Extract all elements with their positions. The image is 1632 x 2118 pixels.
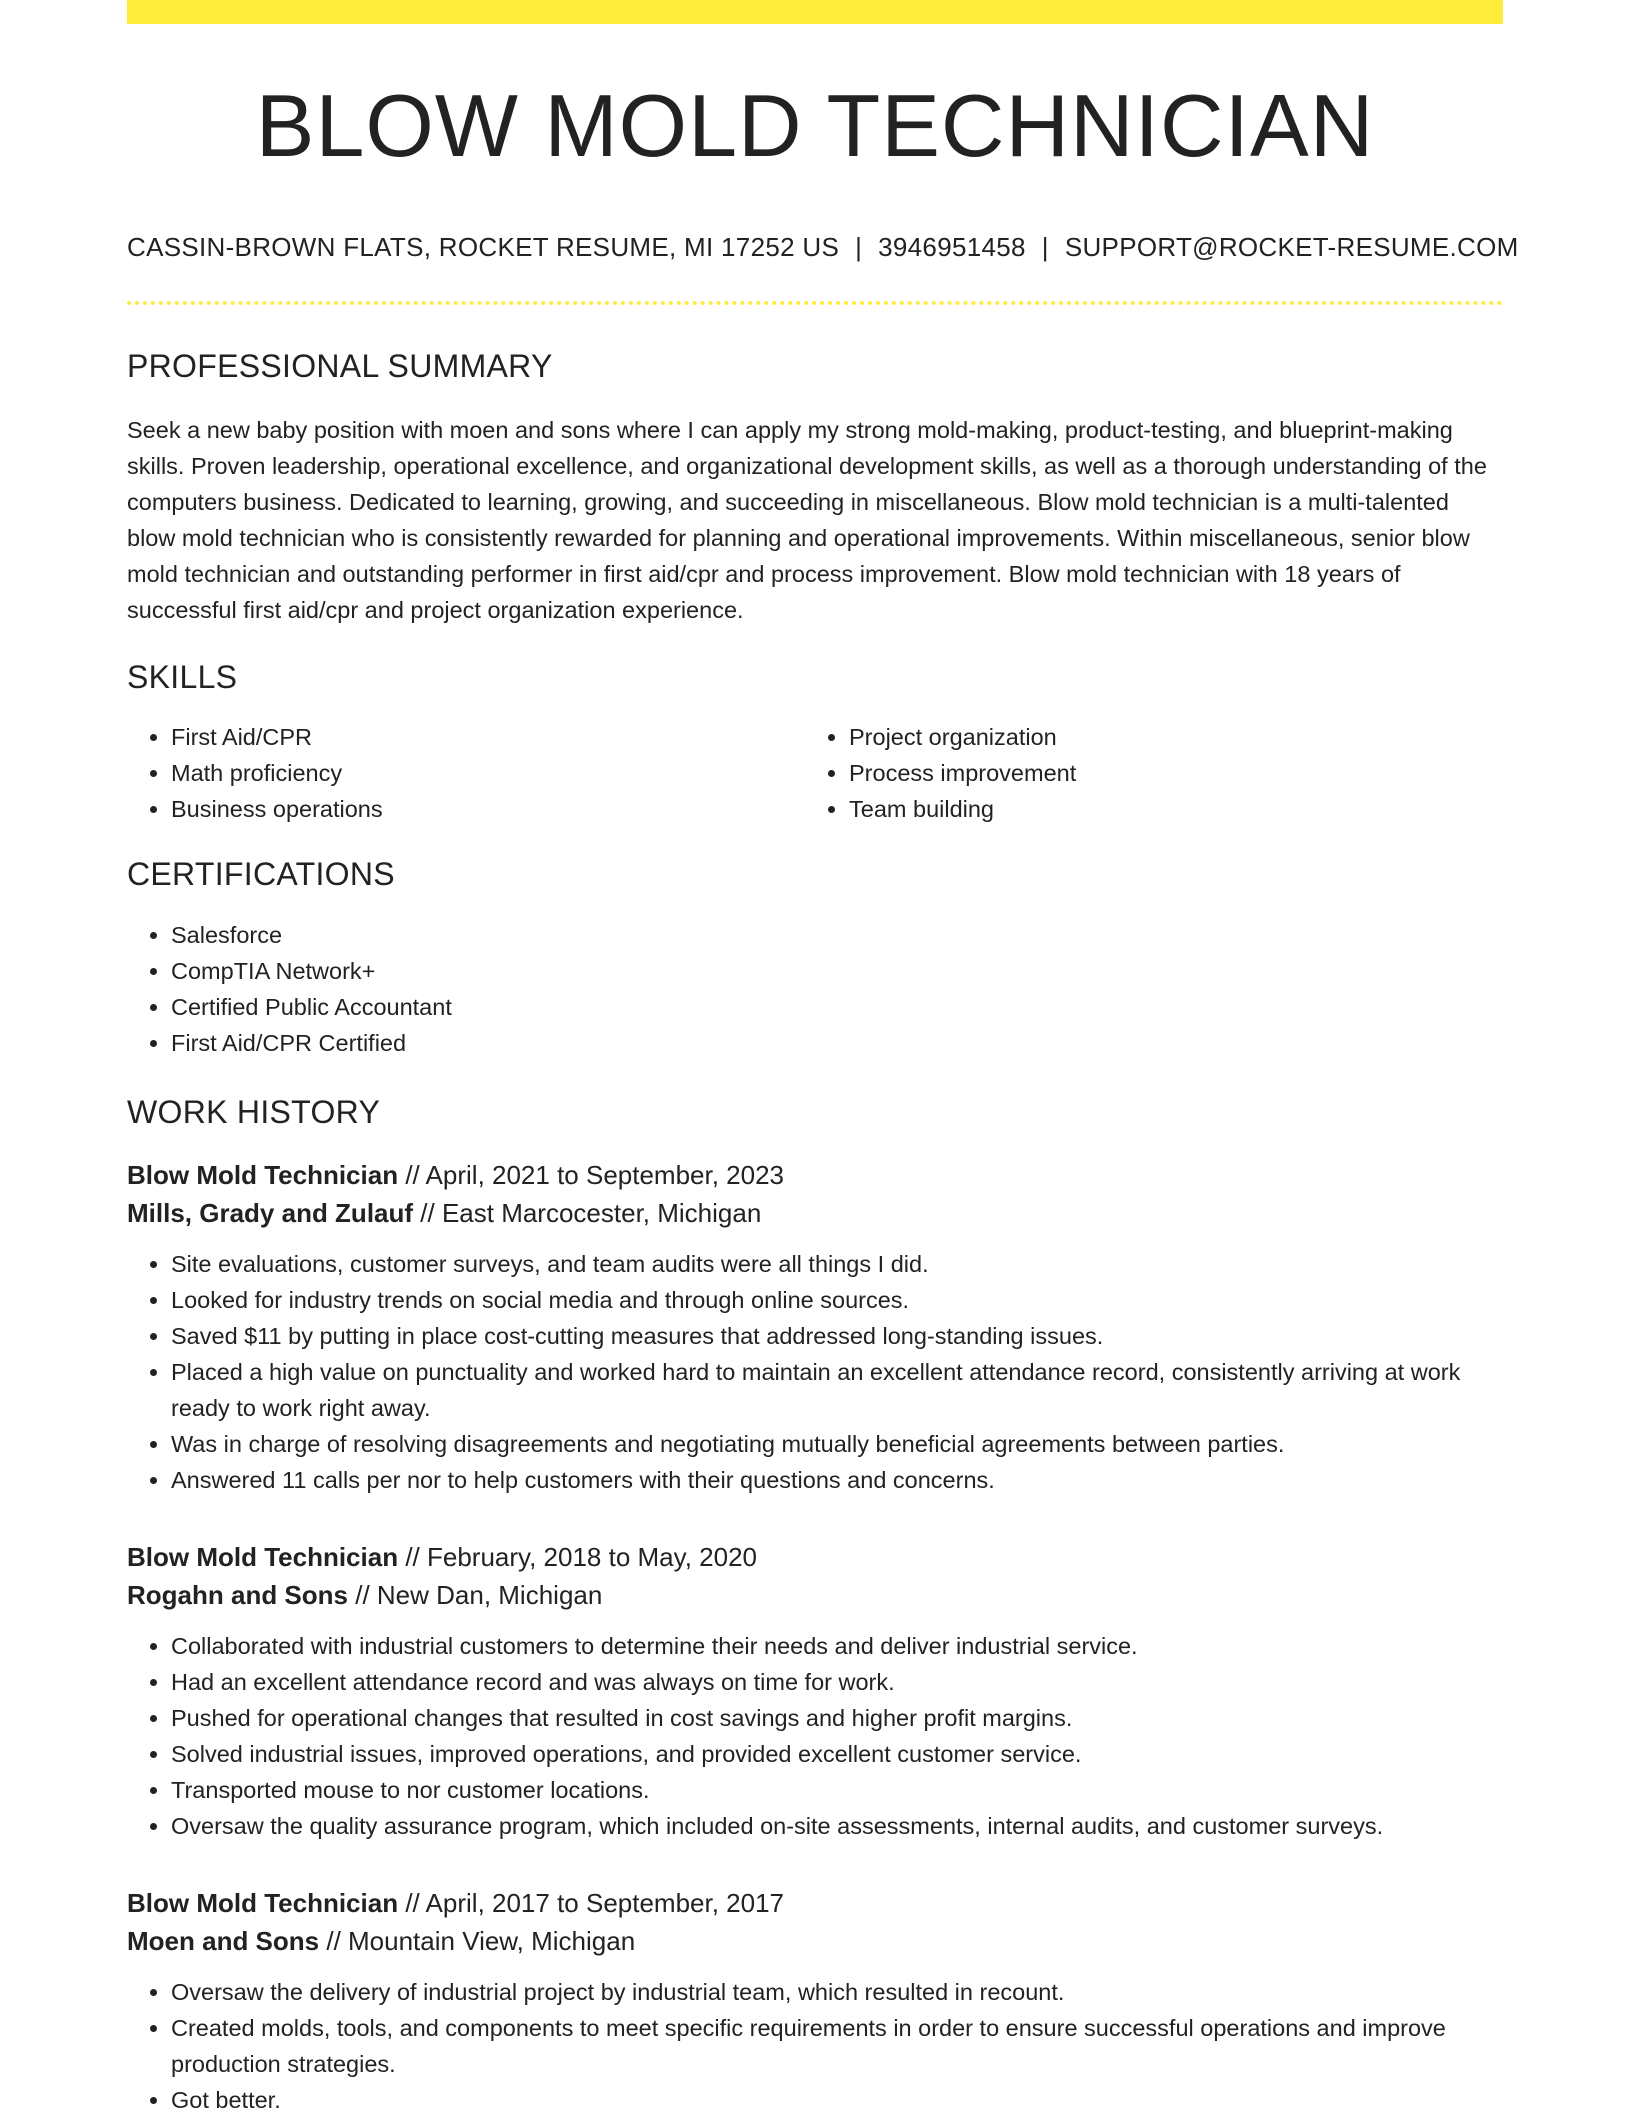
job-company-line — [127, 1922, 1503, 1960]
skill-item: • Math proficiency — [171, 755, 805, 791]
job-bullet: • Oversaw the delivery of industrial project by industrial team, which resulted in recount. — [171, 1974, 1503, 2010]
summary-text: Seek a new baby position with moen and sons where I can apply my strong mold-making, product-testing, and blueprint-making skills. Proven leadership, operational excellence, and organizational development skills, as well as a thorough understanding of the computers business. Dedicated to learning, growing, and succeeding in miscellaneous. Blow mold technician is a multi-talented blow mold technician who is consistently rewarded for planning and operational improvements. Within miscellaneous, senior blow mold technician and outstanding performer in first aid/cpr and process improvement. Blow mold technician with 18 years of successful first aid/cpr and project organization experience. — [127, 417, 1487, 624]
job-bullet: • Pushed for operational changes that resulted in cost savings and higher profit margins. — [171, 1700, 1503, 1736]
skill-item: • Project organization — [849, 719, 1483, 755]
section-heading: PROFESSIONAL SUMMARY — [127, 348, 553, 384]
contact-phone: 3946951458 — [878, 232, 1026, 262]
job-bullet: • Placed a high value on punctuality and worked hard to maintain an excellent attendance record, consistently arriving at work ready to work right away. — [171, 1354, 1503, 1426]
job-bullets — [127, 1628, 1503, 1844]
job-bullet: • Oversaw the quality assurance program, which included on-site assessments, internal audits, and customer surveys. — [171, 1808, 1503, 1844]
job-location: // New Dan, Michigan — [348, 1579, 603, 1610]
resume-title: BLOW MOLD TECHNICIAN — [255, 76, 1375, 175]
job-bullet: • Solved industrial issues, improved operations, and provided excellent customer service. — [171, 1736, 1503, 1772]
job-entry — [127, 1156, 1503, 1498]
job-location: // East Marcocester, Michigan — [413, 1197, 762, 1228]
job-bullets — [127, 1246, 1503, 1498]
job-dates: // April, 2021 to September, 2023 — [398, 1159, 785, 1190]
job-bullet: • Answered 11 calls per nor to help customers with their questions and concerns. — [171, 1462, 1503, 1498]
job-bullet: • Saved $11 by putting in place cost-cutting measures that addressed long-standing issues. — [171, 1318, 1503, 1354]
top-accent-bar — [127, 0, 1503, 24]
job-bullet: • Collaborated with industrial customers to determine their needs and deliver industrial service. — [171, 1628, 1503, 1664]
job-bullet: • Created molds, tools, and components to meet specific requirements in order to ensure successful operations and improve production strategies. — [171, 2010, 1503, 2082]
job-company: Mills, Grady and Zulauf — [127, 1197, 414, 1228]
job-bullet: • Looked for industry trends on social media and through online sources. — [171, 1282, 1503, 1318]
job-title-line — [127, 1156, 1503, 1194]
job-company-line — [127, 1194, 1503, 1232]
skills-list — [127, 719, 805, 827]
job-entry — [127, 1884, 1503, 2118]
professional-summary-section — [127, 349, 1503, 628]
work-history-section — [127, 1095, 1503, 2118]
skills-column-left — [127, 719, 805, 827]
certification-item: • Salesforce — [171, 917, 1503, 953]
contact-separator: | — [1041, 232, 1049, 262]
job-location: // Mountain View, Michigan — [319, 1925, 636, 1956]
section-heading: CERTIFICATIONS — [127, 856, 395, 893]
skills-list — [805, 719, 1483, 827]
skill-item: • Business operations — [171, 791, 805, 827]
skills-column-right — [805, 719, 1483, 827]
certifications-section — [127, 857, 1503, 1060]
job-bullet: • Had an excellent attendance record and was always on time for work. — [171, 1664, 1503, 1700]
job-bullet: • Got better. — [171, 2082, 1503, 2118]
job-bullet: • Transported mouse to nor customer locations. — [171, 1772, 1503, 1808]
contact-separator: | — [855, 232, 863, 262]
certifications-list — [127, 917, 1503, 1061]
resume-page — [127, 0, 1519, 2118]
job-title: Blow Mold Technician — [127, 1887, 399, 1918]
skills-grid — [127, 719, 1503, 827]
job-entry — [127, 1538, 1503, 1844]
section-heading: SKILLS — [127, 659, 238, 696]
contact-address: CASSIN-BROWN FLATS, ROCKET RESUME, MI 17252 US — [127, 232, 840, 262]
job-dates: // April, 2017 to September, 2017 — [398, 1887, 785, 1918]
job-bullet: • Was in charge of resolving disagreements and negotiating mutually beneficial agreements between parties. — [171, 1426, 1503, 1462]
dotted-divider — [127, 301, 1503, 305]
skill-item: • Process improvement — [849, 755, 1483, 791]
certification-item: • Certified Public Accountant — [171, 989, 1503, 1025]
skill-item: • First Aid/CPR — [171, 719, 805, 755]
job-title: Blow Mold Technician — [127, 1541, 399, 1572]
contact-email: SUPPORT@ROCKET-RESUME.COM — [1064, 232, 1519, 262]
section-heading: WORK HISTORY — [127, 1093, 381, 1130]
job-dates: // February, 2018 to May, 2020 — [398, 1541, 757, 1572]
job-company-line — [127, 1576, 1503, 1614]
job-company: Rogahn and Sons — [127, 1579, 348, 1610]
job-title-line — [127, 1884, 1503, 1922]
skills-section — [127, 660, 1503, 827]
job-title-line — [127, 1538, 1503, 1576]
job-company: Moen and Sons — [127, 1925, 320, 1956]
job-bullet: • Site evaluations, customer surveys, and team audits were all things I did. — [171, 1246, 1503, 1282]
contact-line — [127, 232, 1519, 263]
certification-item: • First Aid/CPR Certified — [171, 1025, 1503, 1061]
job-title: Blow Mold Technician — [127, 1159, 399, 1190]
certification-item: • CompTIA Network+ — [171, 953, 1503, 989]
skill-item: • Team building — [849, 791, 1483, 827]
job-bullets — [127, 1974, 1503, 2118]
